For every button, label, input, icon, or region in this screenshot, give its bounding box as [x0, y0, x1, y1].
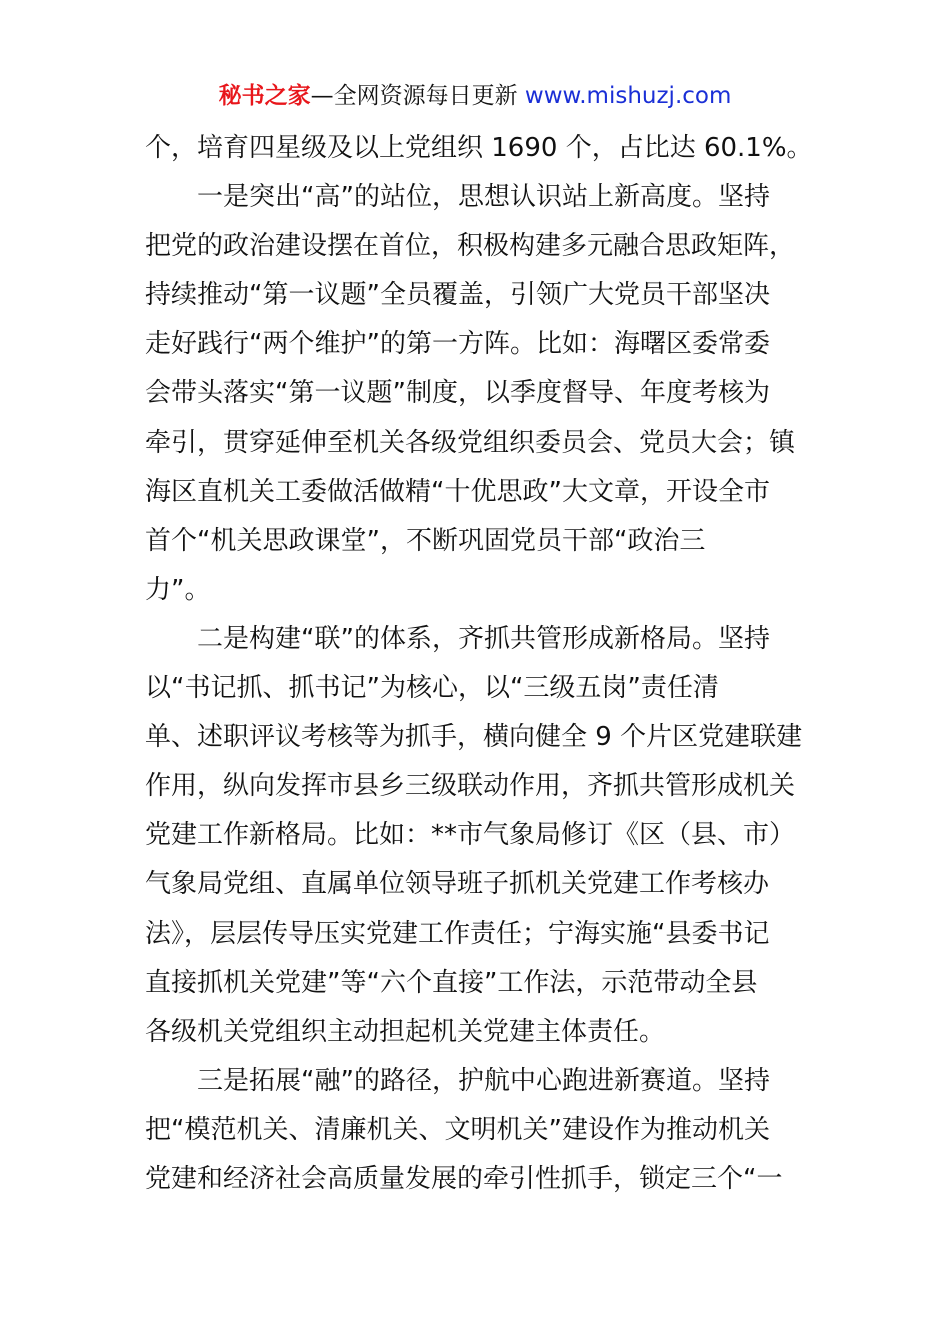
- page-header: [0, 80, 950, 112]
- text-line: 海区直机关工委做活做精“十优思政”大文章，开设全市: [145, 476, 770, 507]
- text-line: 单、述职评议考核等为抓手，横向健全 9 个片区党建联建: [145, 722, 803, 753]
- text-line: 把“模范机关、清廉机关、文明机关”建设作为推动机关: [145, 1114, 770, 1145]
- text-line: 力”。: [145, 574, 211, 605]
- text-line: 作用，纵向发挥市县乡三级联动作用，齐抓共管形成机关: [145, 771, 796, 802]
- text-line: 各级机关党组织主动担起机关党建主体责任。: [145, 1016, 666, 1047]
- website-link[interactable]: www.mishuzj.com: [524, 83, 732, 109]
- text-line: 会带头落实“第一议题”制度，以季度督导、年度考核为: [145, 378, 770, 409]
- text-line: 个，培育四星级及以上党组织 1690 个，占比达 60.1%。: [145, 133, 813, 163]
- text-line: 走好践行“两个维护”的第一方阵。比如：海曙区委常委: [145, 329, 770, 360]
- text-line: 党建和经济社会高质量发展的牵引性抓手，锁定三个“一: [145, 1163, 783, 1194]
- text-line: 一是突出“高”的站位，思想认识站上新高度。坚持: [145, 182, 770, 213]
- text-line: 三是拓展“融”的路径，护航中心跑进新赛道。坚持: [145, 1065, 770, 1096]
- text-line: 气象局党组、直属单位领导班子抓机关党建工作考核办: [145, 869, 770, 900]
- brand-name: 秘书之家: [218, 83, 311, 109]
- text-line: 二是构建“联”的体系，齐抓共管形成新格局。坚持: [145, 623, 770, 654]
- text-line: 以“书记抓、抓书记”为核心，以“三级五岗”责任清: [145, 673, 719, 704]
- document-body: [145, 124, 813, 1204]
- text-line: 党建工作新格局。比如：**市气象局修订《区（县、市）: [145, 820, 796, 851]
- text-line: 首个“机关思政课堂”，不断巩固党员干部“政治三: [145, 525, 706, 556]
- text-line: 牵引，贯穿延伸至机关各级党组织委员会、党员大会；镇: [145, 427, 796, 458]
- text-line: 直接抓机关党建”等“六个直接”工作法，示范带动全县: [145, 967, 758, 998]
- text-line: 持续推动“第一议题”全员覆盖，引领广大党员干部坚决: [145, 280, 770, 311]
- text-line: 把党的政治建设摆在首位，积极构建多元融合思政矩阵，: [145, 231, 796, 262]
- text-line: 法》，层层传导压实党建工作责任；宁海实施“县委书记: [145, 918, 770, 949]
- header-tagline: —全网资源每日更新: [310, 83, 525, 109]
